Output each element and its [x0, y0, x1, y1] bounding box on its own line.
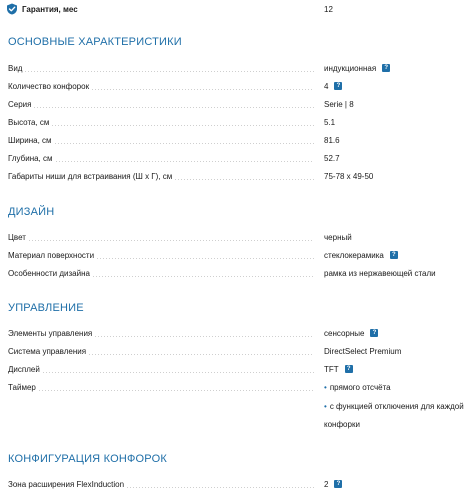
section-title-control: УПРАВЛЕНИЕ	[8, 302, 84, 314]
spec-label: Особенности дизайна	[8, 268, 90, 278]
spec-row-continued	[0, 397, 471, 415]
spec-value: с функцией отключения для каждой	[329, 401, 464, 411]
section-title-main: ОСНОВНЫЕ ХАРАКТЕРИСТИКИ	[8, 36, 182, 48]
spec-value: 2	[324, 479, 329, 489]
spec-value: 4	[324, 81, 329, 91]
spec-row	[0, 475, 471, 493]
spec-value: сенсорные	[324, 328, 365, 338]
spec-label: Серия	[8, 99, 32, 109]
spec-label: Ширина, см	[8, 135, 52, 145]
spec-value: DirectSelect Premium	[324, 346, 402, 356]
spec-label: Количество конфорок	[8, 81, 90, 91]
spec-row	[0, 167, 471, 185]
spec-row	[0, 264, 471, 282]
question-icon[interactable]: ?	[334, 480, 342, 488]
spec-label: Таймер	[8, 382, 36, 392]
spec-value: прямого отсчёта	[329, 382, 391, 392]
spec-label: Высота, см	[8, 117, 50, 127]
spec-row	[0, 113, 471, 131]
spec-value: конфорки	[324, 419, 360, 429]
question-icon[interactable]: ?	[334, 82, 342, 90]
spec-row	[0, 149, 471, 167]
bullet-icon: •	[324, 382, 327, 392]
spec-row	[0, 342, 471, 360]
spec-value: рамка из нержавеющей стали	[324, 268, 436, 278]
spec-row	[0, 59, 471, 77]
warranty-value: 12	[324, 4, 333, 14]
section-title-design: ДИЗАЙН	[8, 206, 55, 218]
spec-label: Габариты ниши для встраивания (Ш х Г), см	[8, 171, 173, 181]
spec-value: TFT	[324, 364, 339, 374]
spec-row	[0, 378, 471, 396]
shield-check-icon	[6, 3, 18, 15]
warranty-row	[0, 0, 471, 18]
spec-row	[0, 360, 471, 378]
spec-row	[0, 131, 471, 149]
spec-label: Глубина, см	[8, 153, 53, 163]
section-title-zones: КОНФИГУРАЦИЯ КОНФОРОК	[8, 453, 167, 465]
spec-row	[0, 95, 471, 113]
spec-value: стеклокерамика	[324, 250, 384, 260]
spec-row	[0, 246, 471, 264]
spec-row	[0, 228, 471, 246]
spec-value: 81.6	[324, 135, 340, 145]
bullet-icon: •	[324, 401, 327, 411]
spec-value: черный	[324, 232, 352, 242]
spec-label: Вид	[8, 63, 23, 73]
spec-value: Serie | 8	[324, 99, 354, 109]
spec-row	[0, 77, 471, 95]
spec-row	[0, 324, 471, 342]
spec-label: Дисплей	[8, 364, 40, 374]
spec-value: 5.1	[324, 117, 336, 127]
question-icon[interactable]: ?	[390, 251, 398, 259]
spec-value: 75-78 x 49-50	[324, 171, 374, 181]
spec-label: Цвет	[8, 232, 26, 242]
spec-label: Элементы управления	[8, 328, 93, 338]
spec-value: индукционная	[324, 63, 377, 73]
spec-label: Зона расширения FlexInduction	[8, 479, 125, 489]
spec-value: 52.7	[324, 153, 340, 163]
spec-row-continued	[0, 415, 471, 433]
question-icon[interactable]: ?	[382, 64, 390, 72]
spec-label: Материал поверхности	[8, 250, 95, 260]
warranty-label: Гарантия, мес	[22, 4, 78, 14]
spec-label: Система управления	[8, 346, 87, 356]
question-icon[interactable]: ?	[370, 329, 378, 337]
question-icon[interactable]: ?	[345, 365, 353, 373]
